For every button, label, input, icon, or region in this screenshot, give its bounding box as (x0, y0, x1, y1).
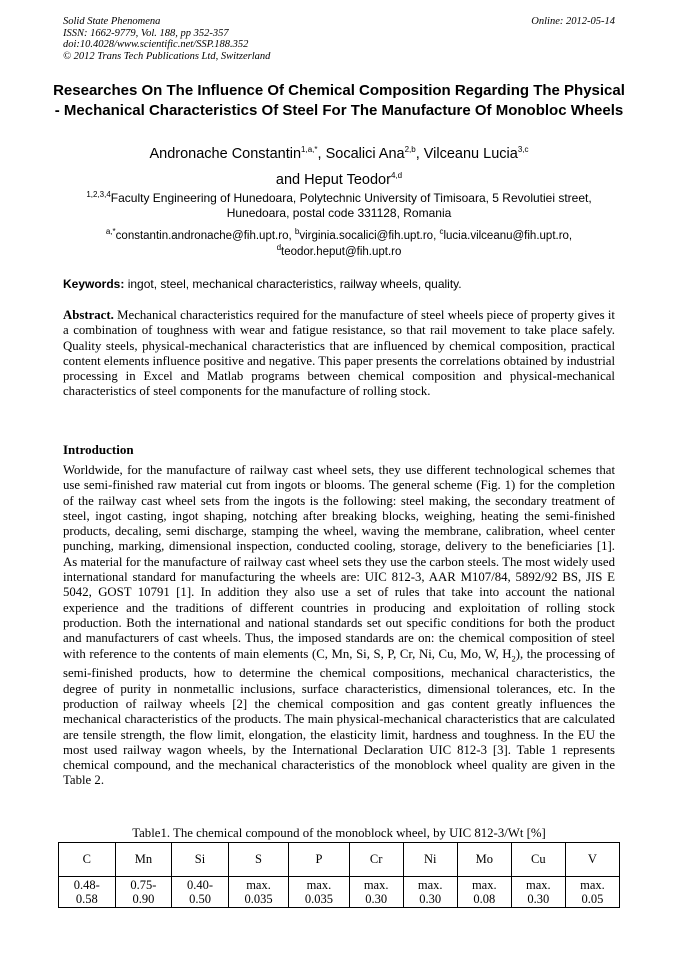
author-superscript: 4,d (390, 171, 403, 181)
table-header-cell: Si (172, 843, 229, 877)
email-address: lucia.vilceanu@fih.upt.ro, (443, 230, 573, 242)
introduction-body: Worldwide, for the manufacture of railway cast wheel sets, they use different technological schemes that use semi-finished raw material cut from ingots or blooms. The general scheme (Fig. 1) for the completion of the railway cast wheel sets from the ingots is the following: steel making, the secondary treatment of steel, ingot casting, ingot shaping, notching after breaking blocks, weighing, heating the semi-finished products, decaling, semi discharge, stamping the wheel, waving the membrane, calibration, wheel center punching, marking, dimensional inspection, conducted cooling, storage, delivery to the beneficiaries [1]. As material for the manufacture of railway cast wheel sets they use the carbon steels. The most widely used international standard for manufacturing the wheels are: UIC 812-3, AAR M107/84, 5892/92 BS, JIS E 5042, GOST 10791 [1]. In addition they also use a set of rules that take into account the national experience and the traditions of different countries in producing and exploitation of rolling stock production. Both the international and national standards set out specific conditions for both the product and manufacturers of cast wheels. Thus, the imposed standards are on: the chemical composition of steel with reference to the contents of main elements (C, Mn, Si, S, P, Cr, Ni, Cu, Mo, W, $H_2$), the processing of semi-finished products, how to determine the chemical compositions, mechanical characteristics, the degree of purity in nonmetallic inclusions, surface characteristics, dimensional tolerances, etc. In the production of railway wheels [2] the chemical composition and gas content greatly influences the mechanical characteristics of the products. The main physical-mechanical characteristics that are calculated are tensile strength, the flow limit, elongation, the elasticity limit, hardness and toughness. In the EU the most used railway wagon wheels, by the International Declaration UIC 812-3 [3]. Table 1 represents chemical compound, and the mechanical characteristics of the monoblock wheel quality are given in the Table 2. (63, 463, 615, 788)
affiliation-superscript: 1,2,3,4 (86, 190, 111, 199)
table-cell: max. 0.30 (403, 877, 457, 908)
doi-line: doi:10.4028/www.scientific.net/SSP.188.352 (63, 39, 249, 50)
table-cell: 0.40- 0.50 (172, 877, 229, 908)
table-header-cell: Mo (457, 843, 511, 877)
table-cell: max. 0.08 (457, 877, 511, 908)
table-cell: max. 0.30 (511, 877, 565, 908)
section-heading-introduction: Introduction (63, 442, 134, 457)
author-list: Andronache Constantin$^{1,a,*}$, Socalici Ana$^{2,b}$, Vilceanu Lucia$^{3,c}$ and Heput Teodor$^{4,d}$ (149, 145, 529, 188)
table-row (59, 877, 620, 908)
paper-title: Researches On The Influence Of Chemical Composition Regarding The Physical - Mechanical Characteristics Of Steel For The Manufacture Of Monobloc Wheels (53, 82, 625, 119)
email-list: $^{a,*}$constantin.andronache@fih.upt.ro, $^b$virginia.socalici@fih.upt.ro, $^c$lucia.vilceanu@fih.upt.ro, $^d$teodor.heput@fih.upt.ro (105, 227, 573, 258)
table-caption: Table1. The chemical compound of the monoblock wheel, by UIC 812-3/Wt [%] (132, 826, 546, 840)
table-header-cell: V (565, 843, 619, 877)
author-name: and Heput Teodor (275, 172, 391, 188)
email-address: constantin.andronache@fih.upt.ro, (115, 230, 295, 242)
table-header-cell: Cu (511, 843, 565, 877)
author-superscript: 3,c (517, 145, 529, 155)
table-cell: max. 0.035 (228, 877, 288, 908)
table-cell: 0.48- 0.58 (59, 877, 116, 908)
table-cell: max. 0.035 (289, 877, 349, 908)
author-superscript: 2,b (404, 145, 416, 155)
author-name: Vilceanu Lucia (423, 146, 518, 162)
table-header-cell: Ni (403, 843, 457, 877)
email-address: virginia.socalici@fih.upt.ro, (299, 230, 440, 242)
table-header-cell: P (289, 843, 349, 877)
issn-line: ISSN: 1662-9779, Vol. 188, pp 352-357 (63, 27, 229, 39)
table-header-cell: Mn (115, 843, 172, 877)
keywords-label: Keywords: (63, 277, 125, 291)
table-header-cell: Cr (349, 843, 403, 877)
keywords (63, 277, 615, 292)
author-superscript: 1,a,* (301, 145, 318, 155)
abstract (63, 308, 615, 400)
abstract-text: Mechanical characteristics required for the manufacture of steel wheels piece of property gives it a combination of toughness with wear and fatigue resistance, so that rail movement to take place safely. Quality steels, physical-mechanical characteristics that are influenced by chemical composition, practical content elements influence positive and negative. This paper presents the correlations obtained by industrial processing in Excel and Matlab programs between chemical composition and physical-mechanical characteristics of steel components for the manufacture of rolling stock. (63, 308, 615, 399)
chemical-composition-table (58, 842, 620, 908)
table-cell: max. 0.30 (349, 877, 403, 908)
author-name: Andronache Constantin (149, 146, 302, 162)
affiliation (63, 191, 615, 221)
journal-name: Solid State Phenomena (63, 16, 161, 27)
abstract-label: Abstract. (63, 308, 114, 322)
email-address: teodor.heput@fih.upt.ro (281, 246, 402, 258)
table-cell: max. 0.05 (565, 877, 619, 908)
journal-header (63, 16, 615, 62)
affiliation-text: Faculty Engineering of Hunedoara, Polytechnic University of Timisoara, 5 Revolutiei street, Hunedoara, postal code 331128, Romania (110, 191, 592, 220)
table-header-cell: S (228, 843, 288, 877)
copyright-line: © 2012 Trans Tech Publications Ltd, Switzerland (63, 50, 271, 62)
author-name: Socalici Ana (325, 146, 405, 162)
keywords-text: ingot, steel, mechanical characteristics, railway wheels, quality. (124, 277, 462, 291)
table-header-cell: C (59, 843, 116, 877)
table-cell: 0.75- 0.90 (115, 877, 172, 908)
online-date: Online: 2012-05-14 (531, 16, 615, 27)
table-header-row (59, 843, 620, 877)
